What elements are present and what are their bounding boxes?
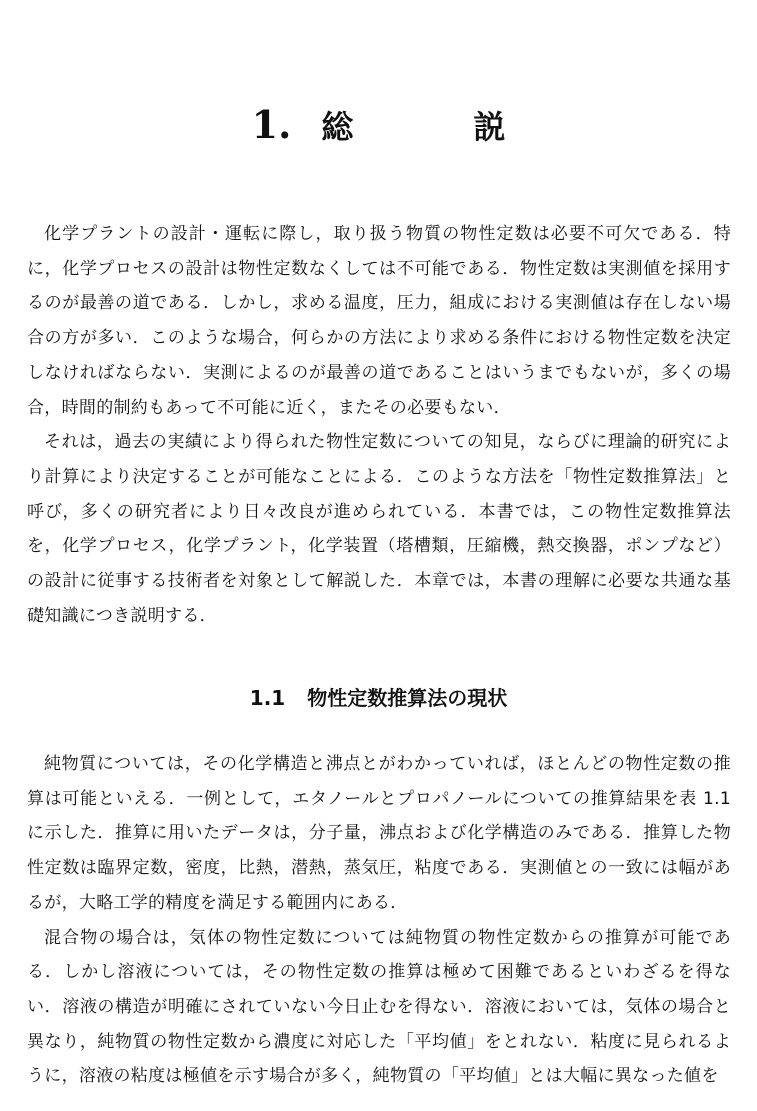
chapter-title-part2: 説	[473, 108, 506, 146]
intro-paragraph: 化学プラントの設計・運転に際し，取り扱う物質の物性定数は必要不可欠である．特に，化学プロセスの設計は物性定数なくしては不可能である．物性定数は実測値を採用するのが最善の道である．しかし，求める温度，圧力，組成における実測値は存在しない場合の方が多い．このような場合，何らかの方法により求める条件における物性定数を決定しなければならない．実測によるのが最善の道であることはいうまでもないが，多くの場合，時間的制約もあって不可能に近く，またその必要もない．	[27, 224, 731, 418]
section-title: 物性定数推算法の現状	[307, 686, 508, 710]
chapter-title	[0, 100, 757, 152]
section-paragraph: 混合物の場合は，気体の物性定数については純物質の物性定数からの推算が可能である．しかし溶液については，その物性定数の推算は極めて困難であるといわざるを得ない．溶液の構造が明確にされていない今日止むを得ない．溶液においては，気体の場合と異なり，純物質の物性定数から濃度に対応した「平均値」をとれない．粘度に見られるように，溶液の粘度は極値を示す場合が多く，純物質の「平均値」とは大幅に異なった値を	[27, 927, 731, 1087]
chapter-title-part1: 総	[321, 108, 354, 146]
chapter-number: 1.	[251, 102, 292, 147]
section-heading	[0, 680, 757, 716]
intro-paragraph: それは，過去の実績により得られた物性定数についての知見，ならびに理論的研究により計算により決定することが可能なことによる．このような方法を「物性定数推算法」と呼び，多くの研究者により日々改良が進められている．本書では，この物性定数推算法を，化学プロセス，化学プラント，化学装置（塔槽類，圧縮機，熱交換器，ポンプなど）の設計に従事する技術者を対象として解説した．本章では，本書の理解に必要な共通な基礎知識につき説明する．	[27, 432, 731, 626]
section-number: 1.1	[249, 686, 286, 710]
intro-text	[27, 217, 731, 633]
section-body-text	[27, 747, 731, 1094]
section-paragraph: 純物質については，その化学構造と沸点とがわかっていれば，ほとんどの物性定数の推算は可能といえる．一例として，エタノールとプロパノールについての推算結果を表 1.1 に示した．推算に用いたデータは，分子量，沸点および化学構造のみである．推算した物性定数は臨界定数，密度，比熱，潜熱，蒸気圧，粘度である．実測値との一致には幅があるが，大略工学的精度を満足する範囲内にある．	[27, 754, 731, 913]
